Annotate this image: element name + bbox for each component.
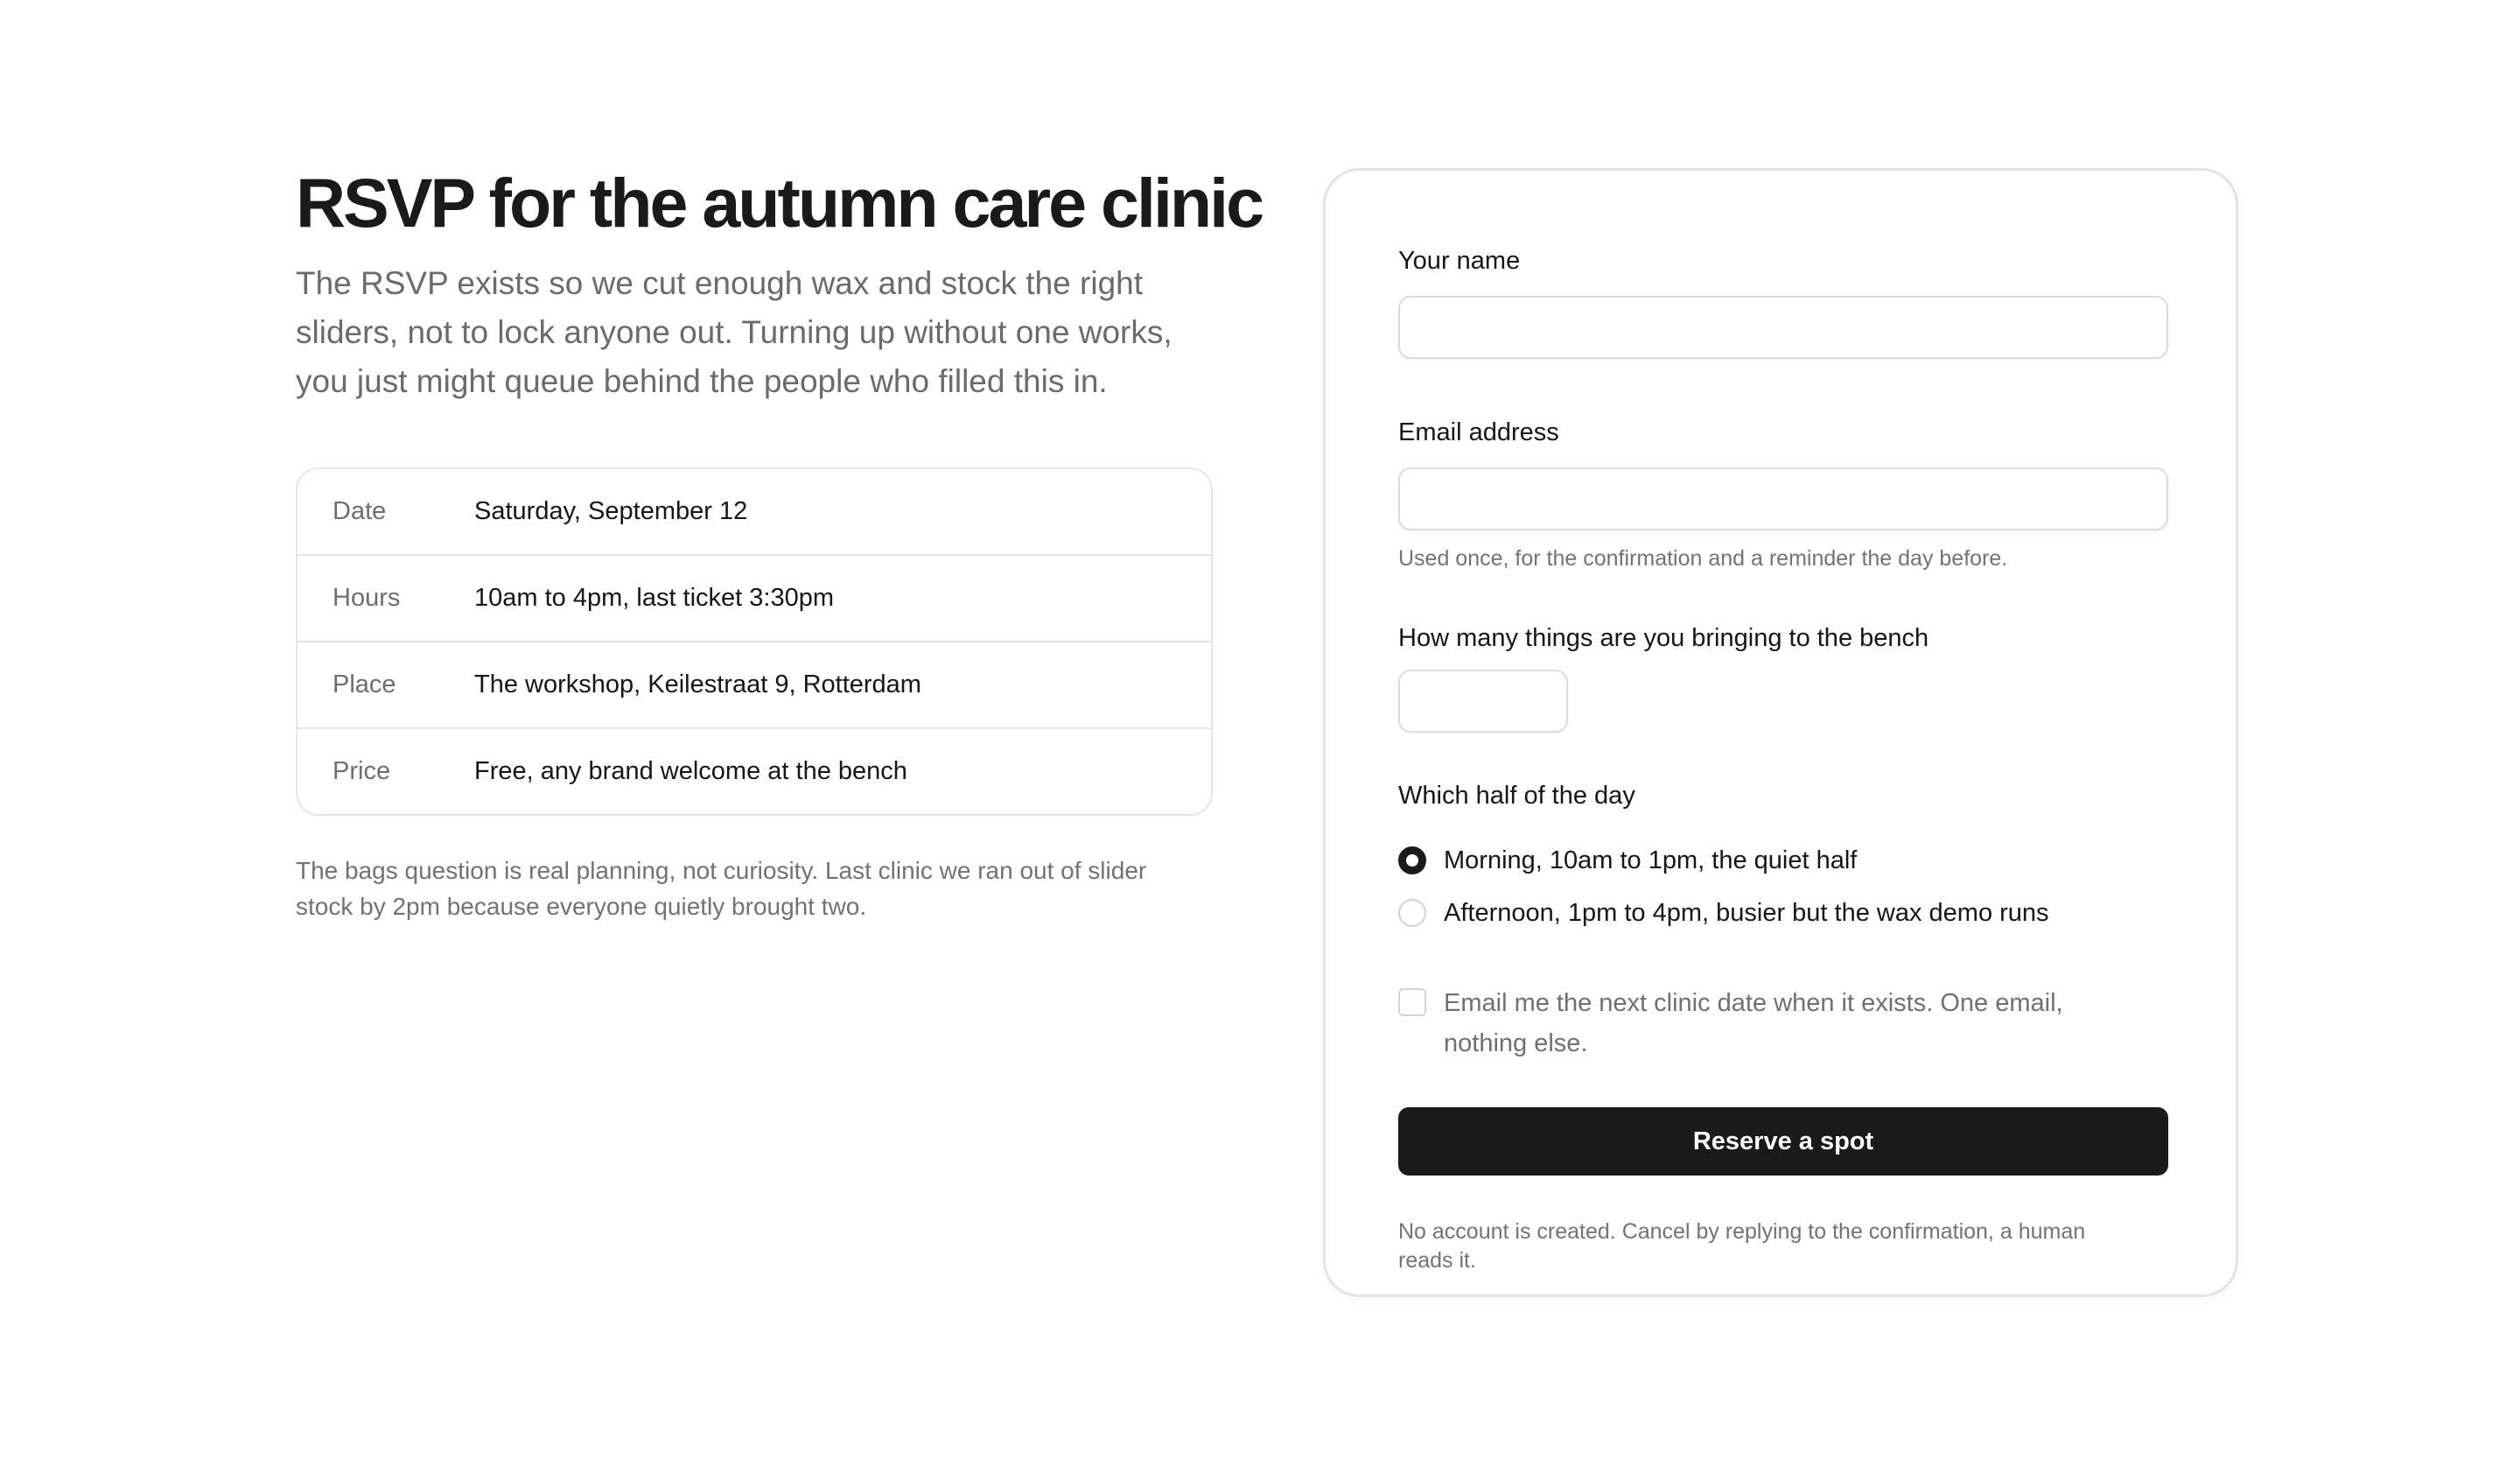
page-title: RSVP for the autumn care clinic (296, 164, 1263, 242)
count-input[interactable] (1398, 670, 1568, 733)
detail-row-date (298, 469, 1211, 556)
event-details-table (296, 467, 1213, 816)
email-input[interactable] (1398, 467, 2168, 530)
half-day-label: Which half of the day (1398, 782, 1635, 810)
detail-row-place (298, 642, 1211, 729)
count-field-group (1398, 622, 2168, 733)
detail-label: Price (332, 757, 391, 785)
email-field-group (1398, 417, 2168, 572)
detail-value: Free, any brand welcome at the bench (474, 757, 907, 785)
half-day-options (1398, 834, 2168, 939)
radio-morning[interactable] (1398, 846, 1426, 874)
intro-text: The RSVP exists so we cut enough wax and stock the right sliders, not to lock anyone out. Turning up without one works, you just might queue behind the people who filled this in. (296, 265, 1172, 399)
info-column (296, 158, 1263, 924)
detail-label: Hours (332, 584, 401, 612)
detail-label: Date (332, 497, 387, 525)
cancellation-note: No account is created. Cancel by replying to the confirmation, a human reads it. (1398, 1219, 2086, 1273)
count-label: How many things are you bringing to the bench (1398, 624, 1929, 652)
email-label: Email address (1398, 418, 1559, 446)
rsvp-form-card (1323, 168, 2238, 1297)
radio-option-afternoon[interactable] (1398, 887, 2168, 939)
email-hint: Used once, for the confirmation and a reminder the day before. (1398, 546, 2008, 571)
notify-label[interactable]: Email me the next clinic date when it exists. One email, nothing else. (1444, 989, 2063, 1057)
name-field-group (1398, 245, 2168, 359)
detail-value: Saturday, September 12 (474, 497, 748, 525)
detail-row-hours (298, 556, 1211, 642)
radio-afternoon-label[interactable]: Afternoon, 1pm to 4pm, busier but the wax demo runs (1444, 898, 2049, 927)
name-input[interactable] (1398, 296, 2168, 359)
notify-checkbox[interactable] (1398, 988, 1426, 1016)
detail-label: Place (332, 670, 396, 698)
detail-value: The workshop, Keilestraat 9, Rotterdam (474, 670, 921, 698)
rsvp-form (1398, 245, 2168, 1275)
detail-value: 10am to 4pm, last ticket 3:30pm (474, 584, 835, 612)
radio-morning-label[interactable]: Morning, 10am to 1pm, the quiet half (1444, 846, 1858, 874)
planning-footnote: The bags question is real planning, not curiosity. Last clinic we ran out of slider stock by 2pm because everyone quietly brought two. (296, 857, 1147, 920)
name-label: Your name (1398, 247, 1521, 275)
detail-row-price (298, 729, 1211, 814)
reserve-button[interactable]: Reserve a spot (1398, 1107, 2168, 1176)
notify-option[interactable] (1398, 983, 2168, 1063)
radio-afternoon[interactable] (1398, 899, 1426, 927)
radio-option-morning[interactable] (1398, 834, 2168, 887)
half-day-group (1398, 780, 2168, 939)
